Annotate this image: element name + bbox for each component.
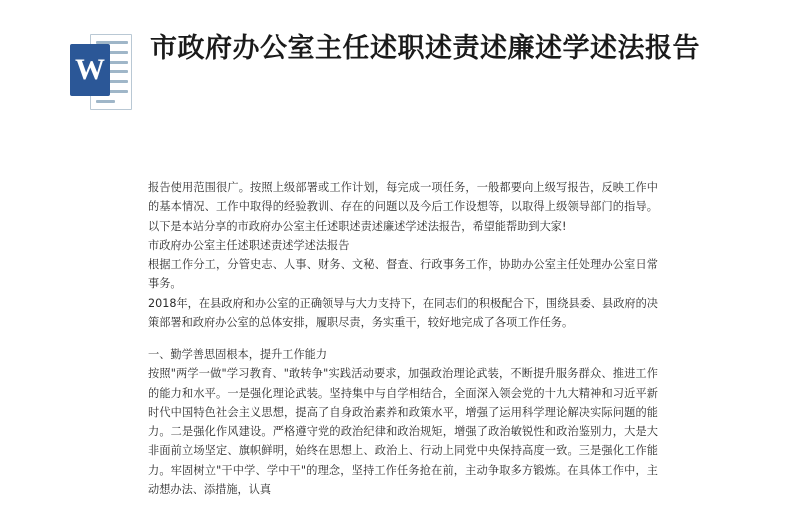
- icon-line: [96, 100, 115, 103]
- page-title: 市政府办公室主任述职述责述廉述学述法报告: [150, 33, 700, 64]
- document-header: [0, 0, 800, 140]
- paragraph: 根据工作分工，分管史志、人事、财务、文秘、督查、行政事务工作，协助办公室主任处理办公室日常事务。: [148, 258, 658, 291]
- paragraph: 按照"两学一做"学习教育、"敢转争"实践活动要求，加强政治理论武装，不断提升服务群众、推进工作的能力和水平。一是强化理论武装。坚持集中与自学相结合，全面深入领会党的十九大精神和习近平新时代中国特色社会主义思想，提高了自身政治素养和政策水平，增强了运用科学理论解决实际问题的能力。二是强化作风建设。严格遵守党的政治纪律和政治规矩，增强了政治敏锐性和政治鉴别力，大是大非面前立场坚定、旗帜鲜明，始终在思想上、政治上、行动上同党中央保持高度一致。三是强化工作能力。牢固树立"干中学、学中干"的理念，坚持工作任务抢在前，主动争取多方锻炼。在具体工作中，主动想办法、添措施，认真: [148, 367, 658, 496]
- paragraph: 报告使用范围很广。按照上级部署或工作计划，每完成一项任务，一般都要向上级写报告，反映工作中的基本情况、工作中取得的经验教训、存在的问题以及今后工作设想等，以取得上级领导部门的指导。以下是本站分享的市政府办公室主任述职述责述廉述学述法报告，希望能帮助到大家!: [148, 181, 658, 233]
- paragraph: 2018年，在县政府和办公室的正确领导与大力支持下，在同志们的积极配合下，围绕县委、县政府的决策部署和政府办公室的总体安排，履职尽责，务实重干，较好地完成了各项工作任务。: [148, 296, 658, 329]
- word-badge-letter: W: [70, 44, 110, 96]
- document-body: [148, 178, 658, 499]
- paragraph: 市政府办公室主任述职述责述学述法报告: [148, 238, 350, 252]
- paragraph-heading: 一、勤学善思固根本，提升工作能力: [148, 348, 328, 362]
- word-document-icon: [70, 34, 132, 110]
